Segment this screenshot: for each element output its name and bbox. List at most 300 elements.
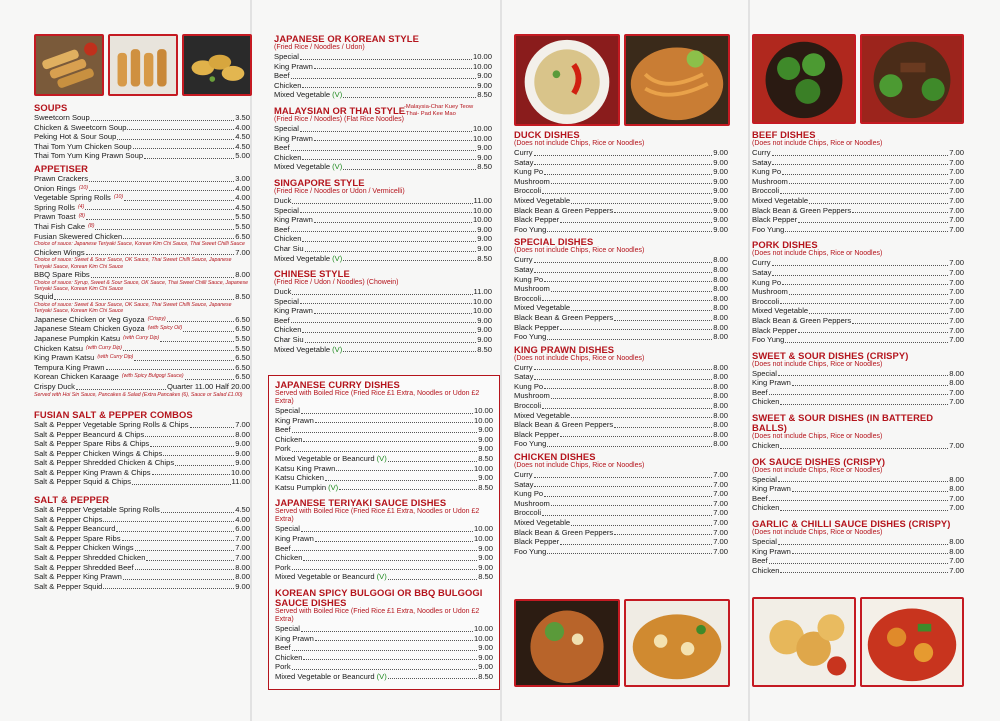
item-price: 9.00 xyxy=(713,176,728,186)
leader-dots xyxy=(542,300,712,301)
item-name: Chicken Katsu xyxy=(34,343,83,353)
item-name: Salt & Pepper Shredded Chicken & Chips xyxy=(34,458,175,468)
section-subtitle: (Does not include Chips, Rice or Noodles) xyxy=(514,140,645,147)
item-name: Chicken xyxy=(752,397,780,407)
item-price: 4.00 xyxy=(235,122,250,132)
menu-item xyxy=(275,572,493,582)
item-name: Mushroom xyxy=(514,176,550,186)
menu-item xyxy=(514,508,728,518)
menu-item xyxy=(752,225,964,235)
menu-section xyxy=(275,588,493,682)
leader-dots xyxy=(106,369,235,370)
leader-dots xyxy=(852,212,948,213)
leader-dots xyxy=(305,342,477,343)
leader-dots xyxy=(544,281,712,282)
item-price: 9.00 xyxy=(477,243,492,253)
leader-dots xyxy=(785,342,948,343)
menu-item xyxy=(752,335,964,345)
menu-item xyxy=(34,324,250,334)
leader-dots xyxy=(85,209,234,210)
menu-item xyxy=(514,177,728,187)
menu-item xyxy=(274,225,492,235)
item-name: Mixed Vegetable xyxy=(274,344,331,354)
item-price: 7.00 xyxy=(949,315,964,325)
menu-item xyxy=(274,71,492,81)
leader-dots xyxy=(560,222,712,223)
item-name: Special xyxy=(752,474,777,484)
leader-dots xyxy=(133,148,235,149)
menu-item xyxy=(514,430,728,440)
menu-item xyxy=(514,420,728,430)
menu-item xyxy=(274,234,492,244)
section-subtitle: Served with Boiled Rice (Fried Rice £1 Extra, Noodles or Udon £2 Extra) xyxy=(275,508,480,524)
item-name: King Prawn xyxy=(752,546,791,556)
item-tag: (with Curry Dip) xyxy=(85,344,122,351)
item-name: Pork xyxy=(275,444,291,454)
item-price: 9.00 xyxy=(713,224,728,234)
menu-item xyxy=(275,643,493,653)
item-price: 4.50 xyxy=(235,202,250,212)
item-name: Thai Tom Yum King Prawn Soup xyxy=(34,151,144,161)
item-name: Chicken Wings xyxy=(34,247,85,257)
leader-dots xyxy=(302,159,476,160)
menu-section xyxy=(752,413,964,451)
leader-dots xyxy=(780,303,948,304)
menu-item xyxy=(752,484,964,494)
leader-dots xyxy=(291,150,477,151)
item-price: 8.00 xyxy=(949,368,964,378)
menu-item xyxy=(752,316,964,326)
item-name: Black Pepper xyxy=(752,215,798,225)
item-tag: (with Spicy Bulgogi Sauce) xyxy=(121,373,184,380)
item-price: 4.00 xyxy=(235,193,250,203)
column-4 xyxy=(752,130,964,581)
item-price: 7.00 xyxy=(949,493,964,503)
item-price: 7.00 xyxy=(235,553,250,563)
menu-item xyxy=(275,435,493,445)
item-price: 6.00 xyxy=(235,524,250,534)
item-name: Salt & Pepper Spare Ribs xyxy=(34,533,121,543)
item-price: 8.00 xyxy=(949,378,964,388)
menu-item xyxy=(274,254,492,264)
item-name: King Prawn xyxy=(275,415,314,425)
item-price: 9.00 xyxy=(713,186,728,196)
item-name: Korean Chicken Karaage xyxy=(34,372,119,382)
menu-item xyxy=(752,503,964,513)
item-price: 9.00 xyxy=(713,195,728,205)
leader-dots xyxy=(547,446,712,447)
menu-item xyxy=(752,148,964,158)
section-title: SINGAPORE STYLE xyxy=(274,176,365,188)
item-name: King Prawn xyxy=(274,61,313,71)
item-name: Curry xyxy=(752,148,771,157)
leader-dots xyxy=(291,231,477,232)
menu-item xyxy=(514,411,728,421)
item-name: Black Pepper xyxy=(752,325,798,335)
menu-item xyxy=(275,425,493,435)
item-price: 8.00 xyxy=(713,410,728,420)
fried-rice-photo xyxy=(514,34,620,126)
item-name: Chicken & Sweetcorn Soup xyxy=(34,122,127,132)
section-title: DUCK DISHES xyxy=(514,129,580,140)
item-price: 6.50 xyxy=(235,372,250,382)
item-name: Mushroom xyxy=(752,287,788,297)
leader-dots xyxy=(772,265,949,266)
leader-dots xyxy=(103,521,234,522)
leader-dots xyxy=(314,68,472,69)
item-price: 7.00 xyxy=(713,508,728,518)
item-price: 7.00 xyxy=(949,148,964,157)
item-name: Mixed Vegetable xyxy=(752,195,809,205)
item-name: Black Pepper xyxy=(514,429,560,439)
leader-dots xyxy=(167,321,234,322)
item-name: Satay xyxy=(514,479,534,489)
leader-dots xyxy=(135,550,235,551)
menu-item xyxy=(34,458,250,468)
leader-dots xyxy=(571,203,712,204)
item-price: 7.00 xyxy=(949,267,964,277)
menu-item xyxy=(275,672,493,682)
beef-broccoli-photo xyxy=(860,34,964,124)
item-price: 9.00 xyxy=(713,167,728,177)
item-name: Sweetcorn Soup xyxy=(34,113,90,122)
section-subtitle: (Does not include Chips, Rice or Noodles) xyxy=(752,250,883,258)
leader-dots xyxy=(145,436,234,437)
item-name: Prawn Toast xyxy=(34,212,76,222)
fold-line xyxy=(748,0,750,721)
item-price: 8.00 xyxy=(949,537,964,547)
item-price: 9.00 xyxy=(235,439,250,449)
section-subtitle: (Does not include Chips, Rice or Noodles) xyxy=(752,360,883,368)
item-price: 7.00 xyxy=(949,224,964,234)
item-price: 10.00 xyxy=(473,463,493,473)
menu-item xyxy=(752,167,964,177)
item-price: 9.00 xyxy=(235,581,250,591)
menu-item xyxy=(514,439,728,449)
item-price: 10.00 xyxy=(473,633,493,643)
leader-dots xyxy=(91,120,234,121)
item-name: Japanese Steam Chicken Gyoza xyxy=(34,324,145,334)
item-price: 7.00 xyxy=(949,565,964,575)
section-title: FUSIAN SALT & PEPPER COMBOS xyxy=(34,408,193,420)
item-name: Black Pepper xyxy=(514,322,560,332)
leader-dots xyxy=(302,87,476,88)
item-name: Beef xyxy=(274,71,290,81)
item-name: Salt & Pepper Spare Ribs & Chips xyxy=(34,439,150,449)
menu-section xyxy=(514,130,728,234)
item-price: 10.00 xyxy=(230,467,250,477)
item-name: Beef xyxy=(275,643,291,653)
battered-chicken-photo xyxy=(752,597,856,687)
item-price: 9.00 xyxy=(478,425,493,435)
leader-dots xyxy=(303,560,477,561)
menu-item xyxy=(34,248,250,258)
menu-item xyxy=(752,258,964,268)
menu-item xyxy=(514,382,728,392)
leader-dots xyxy=(127,129,234,130)
vegetarian-mark: (V) xyxy=(332,253,343,263)
menu-item xyxy=(34,363,250,373)
item-name: Mixed Vegetable xyxy=(752,306,809,316)
item-name: Salt & Pepper Chicken Wings & Chips xyxy=(34,448,163,458)
item-note: Choice of sauce: Sweet & Sour Sauce, OK Sauce, Thai Sweet Chilli Sauce, Japanese Teriyaki Sauce, Korean Kim Chi Sauce xyxy=(34,301,232,315)
item-name: Mixed Vegetable xyxy=(274,162,331,172)
menu-item xyxy=(34,477,250,487)
noodle-soup-photo xyxy=(514,599,620,687)
leader-dots xyxy=(547,553,712,554)
leader-dots xyxy=(185,379,235,380)
menu-item xyxy=(275,454,493,464)
item-price: 9.00 xyxy=(477,71,492,81)
item-name: Black Bean & Green Peppers xyxy=(752,205,852,215)
leader-dots xyxy=(183,331,234,332)
menu-item xyxy=(34,203,250,213)
menu-item xyxy=(34,151,250,161)
menu-item xyxy=(752,215,964,225)
item-price: 7.00 xyxy=(713,470,728,480)
menu-item xyxy=(514,294,728,304)
menu-item xyxy=(752,388,964,398)
leader-dots xyxy=(798,332,948,333)
item-name: Beef xyxy=(274,143,290,153)
section-title: SOUPS xyxy=(34,102,68,113)
item-price: 10.00 xyxy=(472,61,492,71)
item-name: Mushroom xyxy=(514,391,550,401)
item-price: 7.00 xyxy=(949,176,964,186)
section-subtitle: Served with Boiled Rice (Fried Rice £1 Extra, Noodles or Udon £2 Extra) xyxy=(275,390,480,405)
item-name: Thai Tom Yum Chicken Soup xyxy=(34,141,132,151)
item-price: 6.50 xyxy=(235,353,250,363)
leader-dots xyxy=(560,544,712,545)
leader-dots xyxy=(291,322,477,323)
leader-dots xyxy=(95,229,234,230)
menu-section xyxy=(752,457,964,513)
menu-item xyxy=(514,489,728,499)
menu-item xyxy=(275,464,493,474)
leader-dots xyxy=(339,489,477,490)
menu-item xyxy=(514,167,728,177)
item-name: Pork xyxy=(275,562,291,572)
leader-dots xyxy=(343,260,476,261)
menu-item xyxy=(274,297,492,307)
item-price: 5.00 xyxy=(235,151,250,161)
menu-item xyxy=(274,90,492,100)
item-price: 3.00 xyxy=(235,173,250,183)
leader-dots xyxy=(388,579,477,580)
menu-item xyxy=(274,62,492,72)
item-name: Mixed Vegetable xyxy=(274,253,331,263)
item-name: Mixed Vegetable xyxy=(514,195,571,205)
item-name: Special xyxy=(274,205,299,215)
leader-dots xyxy=(54,299,234,300)
leader-dots xyxy=(534,155,713,156)
menu-item xyxy=(752,378,964,388)
item-name: Black Bean & Green Peppers xyxy=(752,315,852,325)
leader-dots xyxy=(292,294,472,295)
item-price: 8.00 xyxy=(713,429,728,439)
menu-item xyxy=(275,634,493,644)
item-name: Squid xyxy=(34,292,54,302)
item-price: 8.00 xyxy=(949,474,964,484)
leader-dots xyxy=(782,284,948,285)
menu-item xyxy=(752,186,964,196)
menu-item xyxy=(514,303,728,313)
noodles-photo xyxy=(624,34,730,126)
item-price: 7.00 xyxy=(713,527,728,537)
leader-dots xyxy=(614,212,712,213)
menu-item xyxy=(34,270,250,280)
column-3 xyxy=(514,130,728,559)
menu-item xyxy=(752,287,964,297)
item-name: Mixed Vegetable or Beancurd xyxy=(275,671,375,681)
leader-dots xyxy=(769,500,949,501)
section-subtitle: (Does not include Chips, Rice or Noodles) xyxy=(514,247,645,255)
item-price: 9.00 xyxy=(478,444,493,454)
gyoza-photo xyxy=(182,34,252,96)
item-price: 9.00 xyxy=(713,148,728,157)
spring-rolls-photo xyxy=(34,34,104,96)
menu-item xyxy=(34,543,250,553)
item-name: Peking Hot & Sour Soup xyxy=(34,132,117,142)
leader-dots xyxy=(343,169,476,170)
leader-dots xyxy=(780,404,948,405)
menu-item xyxy=(514,547,728,557)
menu-item xyxy=(275,662,493,672)
item-price: 7.00 xyxy=(235,247,250,257)
item-price: 9.00 xyxy=(478,562,493,572)
menu-item xyxy=(514,518,728,528)
section-subtitle: (Does not include Chips, Rice or Noodles) xyxy=(514,462,645,470)
item-price: 9.00 xyxy=(478,662,493,672)
menu-item xyxy=(34,572,250,582)
item-price: 5.50 xyxy=(235,212,250,222)
leader-dots xyxy=(160,341,234,342)
leader-dots xyxy=(778,544,948,545)
item-price: 7.00 xyxy=(949,441,964,451)
section-subtitle: (Does not include Chips, Rice or Noodles) xyxy=(752,529,883,537)
item-name: Kung Po xyxy=(752,167,782,177)
item-price: 11.00 xyxy=(231,477,250,487)
item-price: 8.00 xyxy=(235,572,250,582)
leader-dots xyxy=(772,275,948,276)
item-name: Fusian Skewered Chicken xyxy=(34,231,123,241)
item-name: Salt & Pepper King Prawn xyxy=(34,572,122,582)
item-tag: (10) xyxy=(78,184,89,191)
item-price: 7.00 xyxy=(949,387,964,397)
menu-item xyxy=(752,547,964,557)
item-price: 9.00 xyxy=(477,315,492,325)
item-name: Mixed Vegetable xyxy=(514,303,571,313)
item-name: Black Bean & Green Peppers xyxy=(514,205,614,215)
item-name: Kung Po xyxy=(514,167,544,177)
item-price: 8.50 xyxy=(477,90,492,100)
item-price: 8.50 xyxy=(477,253,492,263)
item-price: 8.00 xyxy=(713,293,728,303)
leader-dots xyxy=(547,339,712,340)
item-price: 8.50 xyxy=(477,344,492,354)
leader-dots xyxy=(571,525,712,526)
item-name: Curry xyxy=(514,255,533,265)
item-price: 9.00 xyxy=(235,458,250,468)
vegetarian-mark: (V) xyxy=(332,344,343,354)
item-price: 8.00 xyxy=(713,401,728,411)
item-price: 7.00 xyxy=(949,258,964,268)
item-name: Salt & Pepper Vegetable Spring Rolls & Chips xyxy=(34,419,189,429)
menu-section xyxy=(752,240,964,344)
item-name: Salt & Pepper Chips xyxy=(34,514,103,524)
item-price: 7.00 xyxy=(713,489,728,499)
item-name: Kung Po xyxy=(752,277,782,287)
item-price: 8.00 xyxy=(235,562,250,572)
menu-item xyxy=(34,468,250,478)
item-price: 7.00 xyxy=(949,335,964,345)
item-name: Special xyxy=(275,406,300,415)
menu-item xyxy=(514,196,728,206)
menu-section xyxy=(274,103,492,172)
leader-dots xyxy=(89,190,234,191)
item-price: 7.00 xyxy=(949,503,964,513)
item-price: 10.00 xyxy=(472,205,492,215)
item-name: Chicken xyxy=(752,441,780,451)
item-price: 8.50 xyxy=(478,453,493,463)
leader-dots xyxy=(809,313,948,314)
menu-item xyxy=(34,420,250,430)
leader-dots xyxy=(542,408,712,409)
menu-item xyxy=(274,316,492,326)
item-name: Salt & Pepper King Prawn & Chips xyxy=(34,467,151,477)
item-price: 9.00 xyxy=(478,434,493,444)
item-name: Chicken xyxy=(275,553,303,563)
item-price: 10.00 xyxy=(473,415,493,425)
leader-dots xyxy=(614,320,712,321)
item-price: 7.00 xyxy=(949,296,964,306)
curry-photo xyxy=(624,599,730,687)
item-tag: (with Curry Dip) xyxy=(97,354,134,361)
item-price: 6.50 xyxy=(235,362,250,372)
menu-item xyxy=(752,494,964,504)
item-name: Black Bean & Green Peppers xyxy=(514,527,614,537)
menu-item xyxy=(34,563,250,573)
item-price: 8.00 xyxy=(235,269,250,279)
item-name: Special xyxy=(275,524,300,534)
menu-item xyxy=(275,483,493,493)
menu-item xyxy=(514,480,728,490)
item-name: Satay xyxy=(514,372,534,382)
item-price: 7.00 xyxy=(235,419,250,429)
menu-item xyxy=(34,334,250,344)
leader-dots xyxy=(292,432,478,433)
section-subtitle: (Does not include Chips, Rice or Noodles) xyxy=(514,354,645,362)
menu-section xyxy=(514,345,728,449)
section-title: SALT & PEPPER xyxy=(34,494,110,506)
menu-item xyxy=(274,124,492,134)
item-price: 3.50 xyxy=(235,113,250,122)
item-price: Quarter 11.00 Half 20.00 xyxy=(166,381,250,391)
item-name: Foo Yung xyxy=(514,224,547,234)
column-1 xyxy=(34,103,250,594)
menu-item xyxy=(274,196,492,206)
item-name: Salt & Pepper Vegetable Spring Rolls xyxy=(34,505,160,515)
item-name: Duck xyxy=(274,287,292,297)
item-price: 8.00 xyxy=(713,439,728,449)
item-name: Japanese Pumpkin Katsu xyxy=(34,333,121,343)
section-subtitle: (Fried Rice / Noodles or Udon / Vermicelli) xyxy=(274,187,405,195)
menu-section xyxy=(514,237,728,341)
item-name: Satay xyxy=(514,157,534,167)
menu-item xyxy=(34,315,250,325)
item-price: 9.00 xyxy=(477,224,492,234)
menu-item xyxy=(34,449,250,459)
